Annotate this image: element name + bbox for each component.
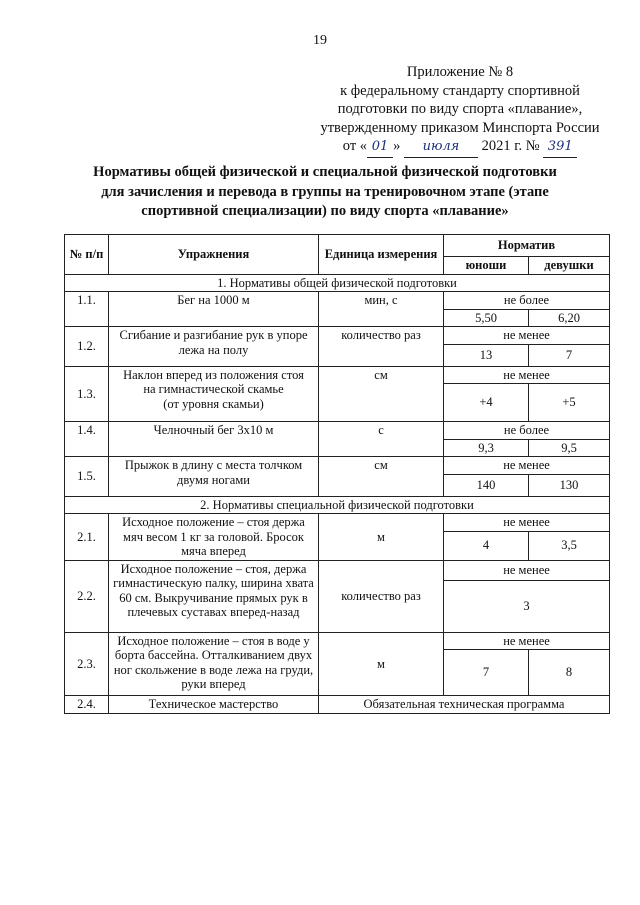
row-condition: не менее — [444, 457, 610, 475]
table-row — [65, 292, 610, 310]
row-condition: не менее — [444, 514, 610, 532]
row-exercise — [109, 366, 319, 422]
value-girls: 3,5 — [529, 531, 610, 560]
handwritten-month: июля — [404, 138, 478, 158]
header-exercise: Упражнения — [109, 235, 319, 275]
appendix-line-3: подготовки по виду спорта «плавание», — [337, 101, 583, 117]
row-exercise: Исходное положение – стоя держа мяч весом 1 кг за головой. Бросок мяча вперед — [109, 514, 319, 561]
row-condition: не более — [444, 292, 610, 310]
table-row — [65, 632, 610, 650]
document-heading — [60, 163, 590, 222]
row-unit: с — [319, 422, 444, 457]
row-exercise: Челночный бег 3х10 м — [109, 422, 319, 457]
row-unit: мин, с — [319, 292, 444, 327]
row-num: 1.2. — [65, 327, 109, 367]
table-row — [65, 560, 610, 580]
row-program: Обязательная техническая программа — [319, 696, 610, 714]
row-num: 1.5. — [65, 457, 109, 497]
appendix-block — [310, 63, 610, 158]
section-title-2: 2. Нормативы специальной физической подготовки — [65, 496, 610, 514]
table-row — [65, 327, 610, 345]
row-unit: см — [319, 457, 444, 497]
row-unit: м — [319, 632, 444, 696]
row-exercise: Исходное положение – стоя, держа гимнастическую палку, ширина хвата 60 см. Выкручивание прямых рук в плечевых суставах вперед-назад — [109, 560, 319, 632]
header-unit: Единица измерения — [319, 235, 444, 275]
appendix-title: Приложение № 8 — [406, 64, 514, 80]
exercise-line-3: (от уровня скамьи) — [163, 396, 264, 411]
header-girls: девушки — [529, 257, 610, 275]
row-exercise: Исходное положение – стоя в воде у борта бассейна. Отталкиванием двух ног скольжение в воде лежа на груди, руки вперед — [109, 632, 319, 696]
row-condition: не менее — [444, 632, 610, 650]
row-num: 2.3. — [65, 632, 109, 696]
heading-line-2: для зачисления и перевода в группы на тренировочном этапе (этапе — [101, 183, 549, 200]
heading-line-3: спортивной специализации) по виду спорта «плавание» — [141, 203, 509, 219]
date-prefix: от « — [342, 138, 368, 154]
row-num: 2.2. — [65, 560, 109, 632]
value-girls: 8 — [529, 650, 610, 696]
value-boys: 9,3 — [444, 439, 529, 457]
norms-table — [64, 234, 610, 714]
exercise-line-1: Наклон вперед из положения стоя — [123, 367, 304, 382]
table-header-row — [65, 235, 610, 257]
value-boys: 7 — [444, 650, 529, 696]
value-boys: 13 — [444, 344, 529, 366]
header-norm: Норматив — [444, 235, 610, 257]
date-quote: » — [393, 138, 401, 154]
value-boys: 4 — [444, 531, 529, 560]
table-row — [65, 366, 610, 384]
header-boys: юноши — [444, 257, 529, 275]
value-both: 3 — [444, 580, 610, 632]
row-unit: м — [319, 514, 444, 561]
handwritten-day: 01 — [367, 138, 393, 158]
row-unit: количество раз — [319, 327, 444, 367]
table-row — [65, 696, 610, 714]
row-num: 1.3. — [65, 366, 109, 422]
value-girls: 130 — [529, 474, 610, 496]
row-condition: не менее — [444, 560, 610, 580]
value-girls: 6,20 — [529, 309, 610, 327]
section-row-2 — [65, 496, 610, 514]
handwritten-order-number: 391 — [543, 138, 577, 158]
row-condition: не менее — [444, 327, 610, 345]
year-text: 2021 г. № — [481, 138, 540, 154]
row-num: 2.1. — [65, 514, 109, 561]
row-exercise: Сгибание и разгибание рук в упоре лежа на полу — [109, 327, 319, 367]
row-condition: не менее — [444, 366, 610, 384]
page-number: 19 — [313, 33, 327, 48]
header-num: № п/п — [65, 235, 109, 275]
row-exercise: Прыжок в длину с места толчком двумя ногами — [109, 457, 319, 497]
value-girls: 9,5 — [529, 439, 610, 457]
value-girls: 7 — [529, 344, 610, 366]
table-row — [65, 514, 610, 532]
row-num: 2.4. — [65, 696, 109, 714]
appendix-line-2: к федеральному стандарту спортивной — [340, 82, 580, 99]
row-num: 1.4. — [65, 422, 109, 457]
row-unit: см — [319, 366, 444, 422]
value-boys: +4 — [444, 384, 529, 422]
row-exercise: Техническое мастерство — [109, 696, 319, 714]
order-date-line — [310, 137, 610, 158]
row-condition: не более — [444, 422, 610, 440]
appendix-line-4: утвержденному приказом Минспорта России — [320, 119, 600, 136]
table-row — [65, 422, 610, 440]
section-row-1 — [65, 274, 610, 292]
table-row — [65, 457, 610, 475]
section-title-1: 1. Нормативы общей физической подготовки — [65, 274, 610, 292]
exercise-line-2: на гимнастической скамье — [143, 382, 284, 396]
value-boys: 5,50 — [444, 309, 529, 327]
heading-line-1: Нормативы общей физической и специальной физической подготовки — [93, 164, 557, 180]
row-num: 1.1. — [65, 292, 109, 327]
row-exercise: Бег на 1000 м — [109, 292, 319, 327]
row-unit: количество раз — [319, 560, 444, 632]
value-girls: +5 — [529, 384, 610, 422]
value-boys: 140 — [444, 474, 529, 496]
